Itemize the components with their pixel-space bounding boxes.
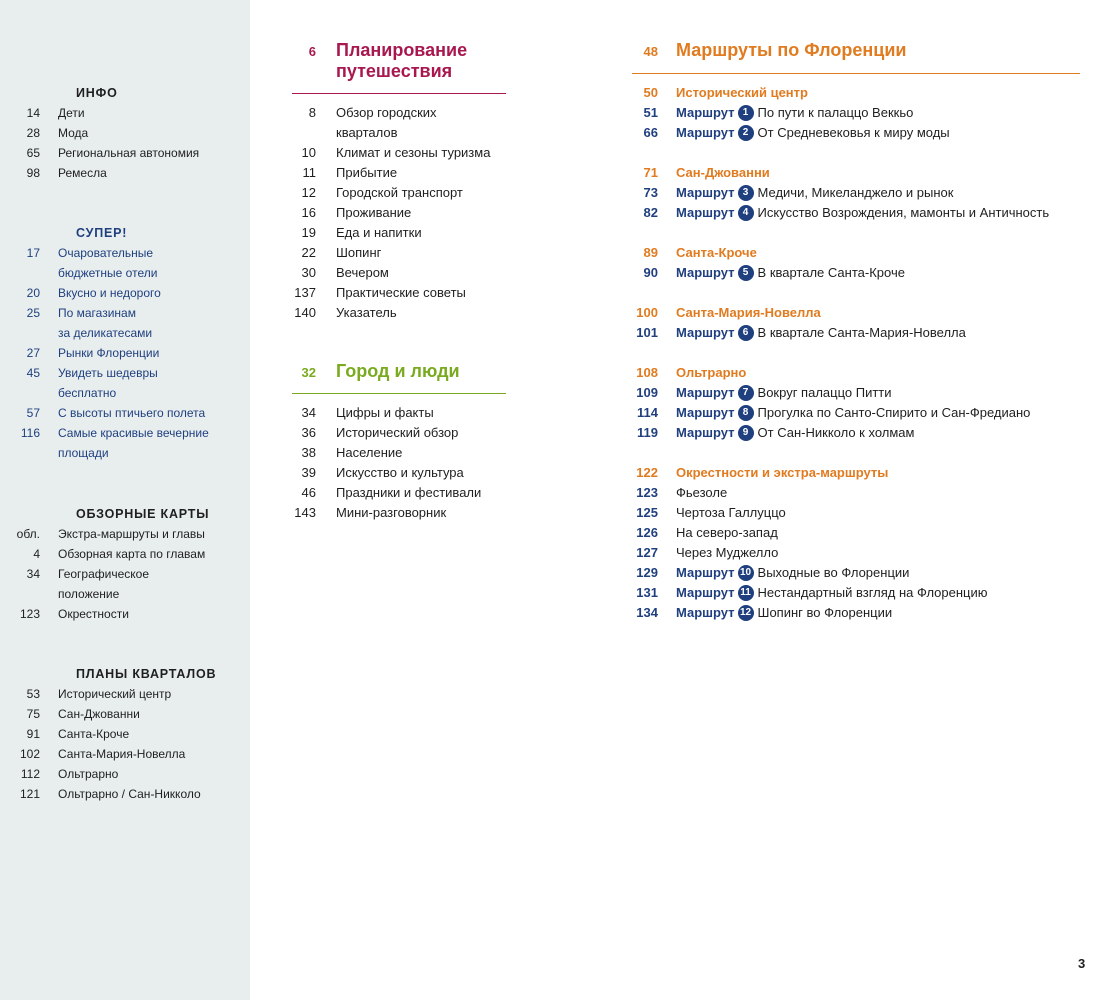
entry-page-num: 34 <box>26 567 40 581</box>
entry-label: Исторический обзор <box>336 425 459 440</box>
entry-content <box>676 583 988 603</box>
entry-label: Ольтрарно <box>58 767 119 781</box>
entry-label: Шопинг <box>336 245 382 260</box>
sidebar-entry[interactable] <box>0 303 250 323</box>
routes-list <box>632 83 1080 623</box>
route-label: Маршрут <box>676 405 735 420</box>
group-page-num: 50 <box>643 85 658 100</box>
entry-label: Обзорная карта по главам <box>58 547 206 561</box>
route-group-heading[interactable] <box>632 163 1080 183</box>
sidebar-entry[interactable] <box>0 564 250 584</box>
entry-content <box>676 103 913 123</box>
entry-page-num: 121 <box>19 787 40 801</box>
super-list <box>0 243 250 463</box>
super-heading: СУПЕР! <box>76 226 128 240</box>
entry-label: Искусство Возрождения, мамонты и Античность <box>757 205 1050 220</box>
toc-entry[interactable] <box>292 303 506 323</box>
entry-page-num: 143 <box>294 505 316 520</box>
group-title: Исторический центр <box>676 85 808 100</box>
entry-content <box>676 483 727 503</box>
entry-page-num: 38 <box>301 445 316 460</box>
route-group <box>632 83 1080 143</box>
route-number-badge: 6 <box>738 325 754 341</box>
entry-label: Сан-Джованни <box>58 707 140 721</box>
sidebar-entry[interactable] <box>0 724 250 744</box>
sidebar-entry[interactable] <box>0 123 250 143</box>
sidebar-panel <box>0 0 250 1000</box>
entry-page-num: 73 <box>643 185 658 200</box>
entry-label: Выходные во Флоренции <box>757 565 910 580</box>
route-group-heading[interactable] <box>632 243 1080 263</box>
entry-label: Чертоза Галлуццо <box>676 505 786 520</box>
city-title[interactable]: Город и люди <box>336 361 460 381</box>
page-number: 3 <box>1078 956 1086 971</box>
group-page-num: 122 <box>636 465 658 480</box>
route-label: Маршрут <box>676 585 735 600</box>
sidebar-entry <box>0 263 250 283</box>
entry-label: Вокруг палаццо Питти <box>757 385 892 400</box>
entry-content <box>676 203 1049 223</box>
entry-label: Население <box>336 445 403 460</box>
entry-label: Самые красивые вечерние <box>58 426 209 440</box>
entry-page-num: 82 <box>643 205 658 220</box>
entry-page-num: 11 <box>302 165 316 180</box>
entry-label: Прогулка по Санто-Спирито и Сан-Фредиано <box>757 405 1031 420</box>
entry-label: Через Муджелло <box>676 545 779 560</box>
overview-maps-heading: ОБЗОРНЫЕ КАРТЫ <box>76 507 210 521</box>
entry-page-num: 101 <box>636 325 658 340</box>
entry-page-num: 46 <box>301 485 316 500</box>
district-plans-list <box>0 684 250 804</box>
entry-page-num: 19 <box>301 225 316 240</box>
entry-label: В квартале Санта-Кроче <box>757 265 905 280</box>
info-section <box>0 83 250 183</box>
entry-page-num: 91 <box>26 727 40 741</box>
route-entry[interactable] <box>632 483 1080 503</box>
route-label: Маршрут <box>676 205 735 220</box>
toc-entry[interactable] <box>292 423 506 443</box>
entry-page-num: 126 <box>636 525 658 540</box>
sidebar-entry <box>0 584 250 604</box>
entry-label: Нестандартный взгляд на Флоренцию <box>757 585 988 600</box>
sidebar-entry[interactable] <box>0 343 250 363</box>
entry-label: Ремесла <box>58 166 107 180</box>
entry-label: Увидеть шедевры <box>58 366 158 380</box>
route-number-badge: 3 <box>738 185 754 201</box>
toc-entry[interactable] <box>292 223 506 243</box>
entry-page-num: 45 <box>26 366 40 380</box>
entry-label: Праздники и фестивали <box>336 485 482 500</box>
route-group <box>632 363 1080 443</box>
entry-page-num: 75 <box>26 707 40 721</box>
route-group <box>632 303 1080 343</box>
group-title: Санта-Мария-Новелла <box>676 305 821 320</box>
toc-entry[interactable] <box>292 183 506 203</box>
entry-content <box>676 123 950 143</box>
route-label: Маршрут <box>676 605 735 620</box>
route-label: Маршрут <box>676 125 735 140</box>
planning-page-num[interactable]: 6 <box>308 44 316 59</box>
entry-label: Городской транспорт <box>336 185 463 200</box>
entry-page-num: 90 <box>643 265 658 280</box>
group-title: Окрестности и экстра-маршруты <box>676 465 889 480</box>
route-group <box>632 163 1080 223</box>
route-entry[interactable] <box>632 563 1080 583</box>
entry-label: Экстра-маршруты и главы <box>58 527 205 541</box>
planning-divider <box>292 93 506 94</box>
route-entry[interactable] <box>632 543 1080 563</box>
entry-page-num: 65 <box>26 146 40 160</box>
entry-content <box>676 563 909 583</box>
entry-page-num: 8 <box>308 105 316 120</box>
entry-page-num: обл. <box>16 527 40 541</box>
entry-page-num: 134 <box>636 605 658 620</box>
group-page-num: 108 <box>636 365 658 380</box>
entry-page-num: 51 <box>643 105 658 120</box>
sidebar-entry[interactable] <box>0 544 250 564</box>
entry-page-num <box>0 443 58 463</box>
route-entry[interactable] <box>632 183 1080 203</box>
sidebar-entry[interactable] <box>0 283 250 303</box>
entry-content <box>676 603 892 623</box>
district-plans-section <box>0 664 250 804</box>
route-entry[interactable] <box>632 423 1080 443</box>
sidebar-entry[interactable] <box>0 684 250 704</box>
entry-page-num: 125 <box>636 505 658 520</box>
entry-page-num: 66 <box>643 125 658 140</box>
entry-label: Исторический центр <box>58 687 172 701</box>
entry-page-num: 112 <box>20 767 40 781</box>
entry-label: Шопинг во Флоренции <box>757 605 893 620</box>
entry-label: В квартале Санта-Мария-Новелла <box>757 325 966 340</box>
toc-entry[interactable] <box>292 503 506 523</box>
entry-label: С высоты птичьего полета <box>58 406 206 420</box>
entry-page-num <box>0 263 58 283</box>
entry-label: Прибытие <box>336 165 398 180</box>
sidebar-entry[interactable] <box>0 604 250 624</box>
entry-page-num: 12 <box>301 185 316 200</box>
sidebar-entry[interactable] <box>0 423 250 443</box>
entry-label: Очаровательные <box>58 246 154 260</box>
planning-header <box>292 40 506 82</box>
routes-title[interactable]: Маршруты по Флоренции <box>676 40 907 60</box>
entry-page-num: 20 <box>26 286 40 300</box>
entry-label: Еда и напитки <box>336 225 422 240</box>
entry-label: Рынки Флоренции <box>58 346 160 360</box>
entry-page-num: 123 <box>19 607 40 621</box>
entry-page-num: 131 <box>636 585 658 600</box>
info-heading: ИНФО <box>76 86 118 100</box>
routes-header <box>632 40 1080 64</box>
toc-entry[interactable] <box>292 443 506 463</box>
entry-page-num: 114 <box>637 405 658 420</box>
route-entry[interactable] <box>632 383 1080 403</box>
toc-entry[interactable] <box>292 483 506 503</box>
route-number-badge: 12 <box>738 605 754 621</box>
entry-label: положение <box>58 587 120 601</box>
entry-label: Мода <box>58 126 89 140</box>
toc-entry[interactable] <box>292 463 506 483</box>
entry-content <box>676 323 966 343</box>
entry-label: Вкусно и недорого <box>58 286 161 300</box>
route-number-badge: 7 <box>738 385 754 401</box>
toc-entry <box>292 123 506 143</box>
group-page-num: 71 <box>643 165 658 180</box>
district-plans-heading: ПЛАНЫ КВАРТАЛОВ <box>76 667 217 681</box>
route-label: Маршрут <box>676 325 735 340</box>
entry-content <box>676 503 786 523</box>
entry-label: По пути к палаццо Веккьо <box>757 105 914 120</box>
entry-label: Окрестности <box>58 607 129 621</box>
entry-label: бюджетные отели <box>58 266 158 280</box>
entry-content <box>676 383 892 403</box>
routes-divider <box>632 73 1080 74</box>
route-number-badge: 9 <box>738 425 754 441</box>
route-entry[interactable] <box>632 523 1080 543</box>
sidebar-entry[interactable] <box>0 403 250 423</box>
route-label: Маршрут <box>676 105 735 120</box>
entry-label: Климат и сезоны туризма <box>336 145 491 160</box>
route-label: Маршрут <box>676 565 735 580</box>
entry-page-num: 119 <box>637 425 658 440</box>
entry-page-num: 30 <box>301 265 316 280</box>
route-label: Маршрут <box>676 265 735 280</box>
entry-page-num: 16 <box>301 205 316 220</box>
planning-title[interactable]: Планирование путешествия <box>336 40 468 81</box>
entry-label: Санта-Мария-Новелла <box>58 747 186 761</box>
route-number-badge: 5 <box>738 265 754 281</box>
entry-label: Фьезоле <box>676 485 728 500</box>
city-page-num[interactable]: 32 <box>301 365 316 380</box>
route-entry[interactable] <box>632 583 1080 603</box>
route-group-heading[interactable] <box>632 463 1080 483</box>
route-label: Маршрут <box>676 185 735 200</box>
entry-page-num: 57 <box>26 406 40 420</box>
toc-entry[interactable] <box>292 143 506 163</box>
entry-label: Искусство и культура <box>336 465 464 480</box>
entry-label: Проживание <box>336 205 412 220</box>
planning-list <box>292 103 506 323</box>
entry-label: От Сан-Никколо к холмам <box>757 425 915 440</box>
sidebar-entry <box>0 323 250 343</box>
sidebar-entry[interactable] <box>0 744 250 764</box>
toc-entry[interactable] <box>292 243 506 263</box>
entry-content <box>676 263 905 283</box>
entry-label: площади <box>58 446 109 460</box>
entry-page-num: 53 <box>26 687 40 701</box>
toc-entry[interactable] <box>292 103 506 123</box>
entry-label: кварталов <box>336 125 398 140</box>
sidebar-entry <box>0 383 250 403</box>
entry-page-num: 109 <box>636 385 658 400</box>
entry-page-num: 137 <box>294 285 316 300</box>
entry-page-num <box>0 323 58 343</box>
toc-entry[interactable] <box>292 283 506 303</box>
entry-page-num: 10 <box>301 145 316 160</box>
city-header <box>292 361 506 385</box>
sidebar-entry[interactable] <box>0 103 250 123</box>
sidebar-entry[interactable] <box>0 524 250 544</box>
route-group-heading[interactable] <box>632 303 1080 323</box>
route-group <box>632 243 1080 283</box>
entry-label: Медичи, Микеланджело и рынок <box>757 185 954 200</box>
entry-label: Географическое <box>58 567 150 581</box>
entry-label: Дети <box>58 106 85 120</box>
route-group-heading[interactable] <box>632 363 1080 383</box>
toc-entry[interactable] <box>292 203 506 223</box>
sidebar-entry[interactable] <box>0 243 250 263</box>
entry-page-num: 129 <box>636 565 658 580</box>
entry-page-num: 123 <box>636 485 658 500</box>
sidebar-entry <box>0 443 250 463</box>
toc-entry[interactable] <box>292 163 506 183</box>
entry-page-num <box>0 584 58 604</box>
sidebar-entry[interactable] <box>0 764 250 784</box>
entry-page-num: 14 <box>26 106 40 120</box>
entry-page-num: 22 <box>301 245 316 260</box>
super-section <box>0 223 250 463</box>
sidebar-entry[interactable] <box>0 704 250 724</box>
info-list <box>0 103 250 183</box>
route-entry[interactable] <box>632 323 1080 343</box>
route-entry[interactable] <box>632 123 1080 143</box>
sidebar-entry[interactable] <box>0 143 250 163</box>
entry-page-num: 28 <box>26 126 40 140</box>
route-group-heading[interactable] <box>632 83 1080 103</box>
entry-page-num: 17 <box>26 246 40 260</box>
route-entry[interactable] <box>632 103 1080 123</box>
route-label: Маршрут <box>676 385 735 400</box>
overview-maps-list <box>0 524 250 624</box>
entry-content <box>676 543 778 563</box>
route-number-badge: 8 <box>738 405 754 421</box>
route-entry[interactable] <box>632 603 1080 623</box>
entry-label: Ольтрарно / Сан-Никколо <box>58 787 201 801</box>
entry-page-num: 39 <box>301 465 316 480</box>
sidebar-entry[interactable] <box>0 163 250 183</box>
route-number-badge: 4 <box>738 205 754 221</box>
route-entry[interactable] <box>632 203 1080 223</box>
entry-label: Указатель <box>336 305 397 320</box>
entry-label: Санта-Кроче <box>58 727 130 741</box>
entry-label: за деликатесами <box>58 326 153 340</box>
entry-content <box>676 403 1030 423</box>
group-title: Санта-Кроче <box>676 245 757 260</box>
entry-content <box>676 523 778 543</box>
entry-content <box>676 423 914 443</box>
entry-page-num: 27 <box>26 346 40 360</box>
route-number-badge: 10 <box>738 565 754 581</box>
overview-maps-section <box>0 504 250 624</box>
entry-label: От Средневековья к миру моды <box>757 125 950 140</box>
entry-label: Цифры и факты <box>336 405 434 420</box>
entry-label: По магазинам <box>58 306 136 320</box>
entry-page-num: 98 <box>26 166 40 180</box>
entry-label: Практические советы <box>336 285 466 300</box>
entry-page-num: 4 <box>33 547 40 561</box>
entry-label: бесплатно <box>58 386 117 400</box>
route-entry[interactable] <box>632 503 1080 523</box>
sidebar-entry[interactable] <box>0 784 250 804</box>
group-page-num: 100 <box>636 305 658 320</box>
group-title: Сан-Джованни <box>676 165 770 180</box>
entry-page-num: 116 <box>20 426 40 440</box>
entry-page-num <box>292 123 316 143</box>
entry-label: На северо-запад <box>676 525 778 540</box>
entry-page-num: 127 <box>636 545 658 560</box>
entry-page-num: 25 <box>26 306 40 320</box>
entry-label: Вечером <box>336 265 389 280</box>
group-title: Ольтрарно <box>676 365 747 380</box>
entry-label: Обзор городских <box>336 105 437 120</box>
route-number-badge: 1 <box>738 105 754 121</box>
group-page-num: 89 <box>643 245 658 260</box>
city-list <box>292 403 506 523</box>
route-number-badge: 2 <box>738 125 754 141</box>
route-group <box>632 463 1080 623</box>
route-entry[interactable] <box>632 403 1080 423</box>
city-divider <box>292 393 506 394</box>
entry-page-num: 36 <box>301 425 316 440</box>
entry-page-num: 140 <box>294 305 316 320</box>
route-entry[interactable] <box>632 263 1080 283</box>
entry-content <box>676 183 953 203</box>
route-label: Маршрут <box>676 425 735 440</box>
entry-page-num: 34 <box>301 405 316 420</box>
entry-label: Региональная автономия <box>58 146 200 160</box>
entry-label: Мини-разговорник <box>336 505 447 520</box>
sidebar-entry[interactable] <box>0 363 250 383</box>
entry-page-num: 102 <box>19 747 40 761</box>
entry-page-num <box>0 383 58 403</box>
toc-entry[interactable] <box>292 403 506 423</box>
route-number-badge: 11 <box>738 585 754 601</box>
routes-page-num[interactable]: 48 <box>643 44 658 59</box>
toc-entry[interactable] <box>292 263 506 283</box>
